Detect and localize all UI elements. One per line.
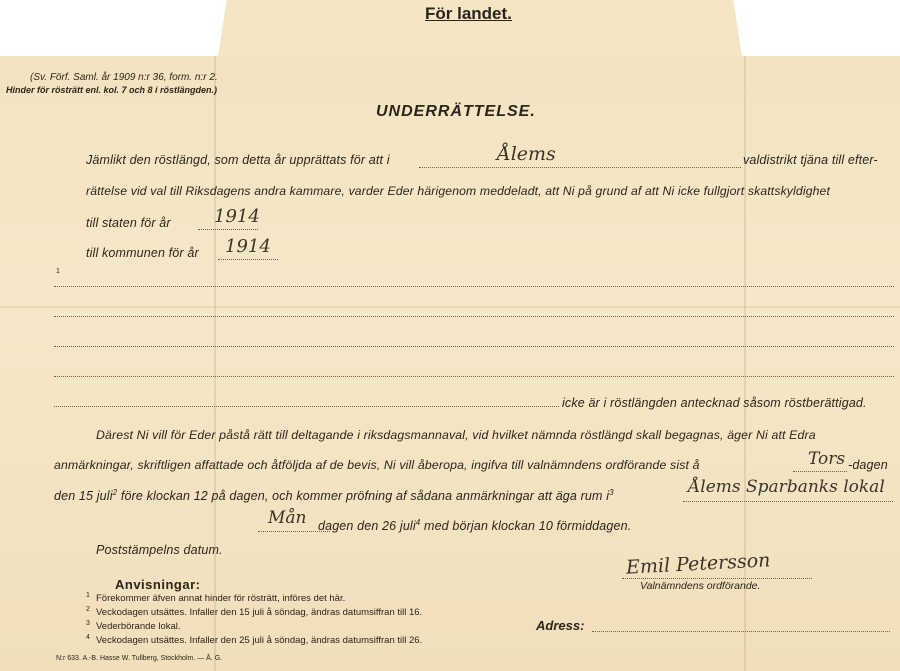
para1-text-b: valdistrikt tjäna till efter- bbox=[743, 153, 878, 167]
meeting-day-handwritten: Mån bbox=[268, 508, 307, 528]
venue-handwritten: Ålems Sparbanks lokal bbox=[688, 477, 885, 497]
weekday-handwritten: Tors bbox=[808, 449, 846, 469]
state-year: 1914 bbox=[214, 206, 260, 227]
postmark-label: Poststämpelns datum. bbox=[96, 543, 223, 557]
para2-line3 bbox=[54, 488, 614, 503]
signature-title: Valnämndens ordförande. bbox=[640, 580, 761, 592]
para2-line4-b: med början klockan 10 förmiddagen. bbox=[424, 519, 632, 534]
weekday-line bbox=[793, 471, 847, 472]
printer-imprint: N:r 633. A.-B. Hasse W. Tullberg, Stockholm. — Å. G. bbox=[56, 655, 223, 662]
header-title: För landet. bbox=[425, 4, 512, 23]
para2-line3-b: före klockan 12 på dagen, och kommer pröfning af sådana anmärkningar att äga rum i bbox=[120, 489, 610, 504]
municipality-year: 1914 bbox=[225, 236, 271, 257]
blank-marker: 1 bbox=[56, 268, 60, 275]
instruction-item-1: 1 Förekommer äfven annat hinder för rösträtt, införes det här. bbox=[86, 592, 346, 605]
signature-handwritten: Emil Petersson bbox=[625, 549, 771, 579]
municipality-year-line bbox=[218, 259, 278, 260]
state-year-line bbox=[198, 229, 258, 230]
reason-line-4 bbox=[54, 376, 894, 377]
address-line bbox=[592, 631, 890, 632]
para2-line4 bbox=[318, 518, 631, 533]
reference-line-2: Hinder för rösträtt enl. kol. 7 och 8 i röstlängden.) bbox=[6, 85, 218, 95]
reason-line-1 bbox=[54, 286, 894, 287]
instructions-heading: Anvisningar: bbox=[115, 577, 201, 592]
document-heading: UNDERRÄTTELSE. bbox=[376, 103, 536, 120]
state-label: till staten för år bbox=[86, 216, 171, 230]
footnote-ref-3: 3 bbox=[609, 488, 614, 497]
para2-line3-a: den 15 juli bbox=[54, 489, 113, 504]
para2-line1: Därest Ni vill för Eder påstå rätt till deltagande i riksdagsmannaval, vid hvilket nämnda röstlängd skall begagnas, äger Ni att Edra bbox=[96, 428, 816, 442]
para2-line2-a: anmärkningar, skriftligen affattade och åtföljda af de bevis, Ni vill åberopa, ingifva till valnämndens ordförande sist å bbox=[54, 458, 700, 472]
district-handwritten: Ålems bbox=[497, 143, 556, 165]
signature-line bbox=[622, 578, 812, 579]
para2-line2-b: -dagen bbox=[848, 458, 888, 472]
municipality-label: till kommunen för år bbox=[86, 246, 199, 260]
reference-line-1: (Sv. Förf. Saml. år 1909 n:r 36, form. n:r 2. bbox=[30, 72, 218, 83]
not-entitled-text: icke är i röstlängden antecknad såsom röstberättigad. bbox=[562, 396, 867, 410]
venue-line bbox=[683, 501, 893, 502]
reason-line-2 bbox=[54, 316, 894, 317]
district-fill-line bbox=[419, 167, 741, 168]
address-label: Adress: bbox=[536, 618, 585, 633]
footnote-ref-4: 4 bbox=[415, 518, 421, 527]
instruction-item-3: 3 Vederbörande lokal. bbox=[86, 620, 181, 633]
footnote-ref-2: 2 bbox=[112, 488, 118, 497]
reason-line-5 bbox=[54, 406, 559, 407]
para1-text-a: Jämlikt den röstlängd, som detta år upprättats för att i bbox=[86, 153, 390, 167]
instruction-item-2: 2 Veckodagen utsättes. Infaller den 15 juli å söndag, ändras datumsiffran till 16. bbox=[86, 606, 423, 619]
para1-line2: rättelse vid val till Riksdagens andra kammare, varder Eder härigenom meddeladt, att Ni på grund af att Ni icke fullgjort skattskyldighet bbox=[86, 184, 831, 198]
instruction-item-4: 4 Veckodagen utsättes. Infaller den 25 juli å söndag, ändras datumsiffran till 26. bbox=[86, 634, 423, 647]
reason-line-3 bbox=[54, 346, 894, 347]
para2-line4-a: dagen den 26 juli bbox=[318, 519, 416, 534]
